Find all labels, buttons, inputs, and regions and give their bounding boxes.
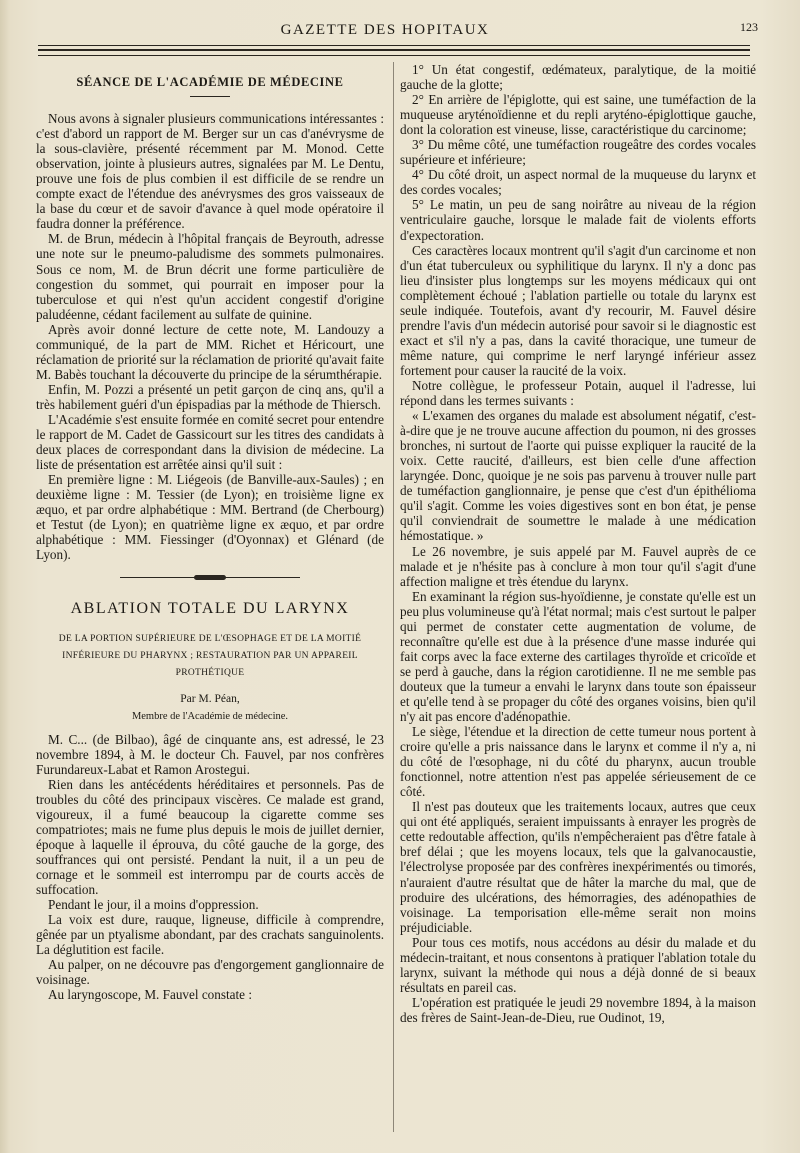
paragraph: Au laryngoscope, M. Fauvel constate : (48, 987, 252, 1003)
journal-title: GAZETTE DES HOPITAUX (280, 22, 490, 38)
paragraph: 3° Du même côté, une tuméfaction rougeâtre des cordes vocales supérieure et inférieure; (400, 137, 756, 168)
paragraph: 1° Un état congestif, œdémateux, paralytique, de la moitié gauche de la glotte; (400, 62, 756, 93)
paragraph: 5° Le matin, un peu de sang noirâtre au niveau de la région ventriculaire gauche, lorsque le malade fait de violents efforts d'expectoration. (400, 197, 756, 243)
paragraph: La voix est dure, rauque, ligneuse, difficile à comprendre, gênée par un ptyalisme abondant, par des crachats sanguinolents. La déglutition est facile. (36, 912, 384, 958)
header-double-rule (38, 49, 750, 51)
article-author: Par M. Péan, (180, 692, 240, 705)
paragraph: Le 26 novembre, je suis appelé par M. Fauvel auprès de ce malade et je n'hésite pas à conclure à mon tour qu'il s'agit d'une affection maligne et très étendue du larynx. (400, 543, 756, 589)
right-column (400, 62, 756, 1025)
section-divider (190, 96, 230, 97)
paragraph: Ces caractères locaux montrent qu'il s'agit d'un carcinome et non d'un état tuberculeux ou syphilitique du larynx. Il n'y a donc pas lieu d'insister plus longtemps sur les moyens médicaux qui ont complètement échoué ; l'ablation partielle ou totale du larynx est seule indiquée. Toutefois, avant d'y recourir, M. Fauvel désire prendre l'avis d'un médecin autorisé pour savoir si le diagnostic est exact et s'il n'y a pas, dans la cavité thoracique, une tumeur de même nature, qui comprime le nerf laryngé inférieur assez fortement pour causer la raucité de la voix. (400, 242, 756, 378)
header-rule-lower (38, 55, 750, 56)
paragraph: Notre collègue, le professeur Potain, auquel il l'adresse, lui répond dans les termes suivants : (400, 377, 756, 409)
ornamental-divider (120, 576, 300, 579)
left-column (36, 62, 384, 1002)
paragraph: « L'examen des organes du malade est absolument négatif, c'est-à-dire que je ne trouve aucune affection du poumon, ni des grosses bronches, ni surtout de l'aorte qui puisse expliquer la raucité de la voix. Cette raucité, d'ailleurs, est bien celle d'une affection laryngée. Donc, quoique je ne sois pas parvenu à trouver nulle part de tuméfaction ganglionnaire, je pense que c'est d'un épithélioma qu'il s'agit. Comme les voies digestives sont en bon état, je pense qu'il conviendrait de soumettre le malade à une médication hémostatique. » (400, 408, 756, 544)
section-heading: SÉANCE DE L'ACADÉMIE DE MÉDECINE (76, 75, 344, 89)
column-divider (393, 62, 394, 1132)
paragraph: L'opération est pratiquée le jeudi 29 novembre 1894, à la maison des frères de Saint-Jean-de-Dieu, rue Oudinot, 19, (400, 994, 756, 1025)
paragraph: Le siège, l'étendue et la direction de cette tumeur nous portent à croire qu'elle a pris naissance dans le larynx et comme il n'y a, ni du côté de l'œsophage, ni du côté du pharynx, aucun trouble fonctionnel, notre attention n'est pas appelée sérieusement de ce côté. (400, 724, 756, 800)
paragraph: Il n'est pas douteux que les traitements locaux, autres que ceux qui ont été appliqués, seraient impuissants à enrayer les progrès de cette redoutable affection, qu'ils n'empêcheraient pas d'être fatale à bref délai ; que les moyens locaux, tels que la galvanocaustie, l'électrolyse proposée par des confrères inexpérimentés ou timorés, n'auraient d'autre résultat que de hâter la marche du mal, que de produire des ulcérations, des hémorragies, des adénopathies de voisinage. La temporisation elle-même serait non moins préjudiciable. (400, 799, 756, 935)
page-number: 123 (740, 20, 758, 34)
paragraph: M. de Brun, médecin à l'hôpital français de Beyrouth, adresse une note sur le pneumo-paludisme des sommets pulmonaires. Sous ce nom, M. de Brun décrit une forme particulière de congestion du sommet, qui pourrait en imposer pour la tuberculose et qui n'est qu'un accident congestif d'origine paludéenne, cédant facilement au sulfate de quinine. (36, 231, 384, 322)
paragraph: Nous avons à signaler plusieurs communications intéressantes : c'est d'abord un rapport de M. Berger sur un cas d'anévrysme de la sous-clavière, présenté récemment par M. Monod. Cette observation, jointe à plusieurs autres, signalées par M. Le Dentu, prouve une fois de plus combien il est difficile de se rendre un compte exact de l'étendue des anévrysmes des gros vaisseaux de la base du cœur et de savoir d'avance à quel mode opératoire il faudra donner la préférence. (36, 111, 384, 232)
article-title: ABLATION TOTALE DU LARYNX (70, 600, 350, 618)
header-rule (38, 45, 750, 46)
paragraph: Après avoir donné lecture de cette note, M. Landouzy a communiqué, de la part de MM. Richet et Héricourt, une réclamation de priorité sur la réclamation de priorité qu'avait faite M. Babès touchant la découverte du principe de la sérumthérapie. (36, 321, 384, 382)
paragraph: L'Académie s'est ensuite formée en comité secret pour entendre le rapport de M. Cadet de Gassicourt sur les titres des candidats à deux places de correspondant dans la division de médecine. La liste de présentation est arrêtée ainsi qu'il suit : (36, 411, 384, 473)
paragraph: Pendant le jour, il a moins d'oppression. (48, 897, 259, 913)
paragraph: Pour tous ces motifs, nous accédons au désir du malade et du médecin-traitant, et nous consentons à pratiquer l'ablation totale du larynx, suivant la méthode qui nous a déjà donné de si beaux résultats en pareil cas. (400, 934, 756, 995)
paragraph: 4° Du côté droit, un aspect normal de la muqueuse du larynx et des cordes vocales; (400, 167, 756, 198)
article-subtitle: DE LA PORTION SUPÉRIEURE DE L'ŒSOPHAGE ET DE LA MOITIÉ INFÉRIEURE DU PHARYNX ; RESTAURATION PAR UN APPAREIL PROTHÉTIQUE (58, 633, 362, 678)
paragraph: Enfin, M. Pozzi a présenté un petit garçon de cinq ans, qu'il a très habilement guéri d'un épispadias par la méthode de Thiersch. (36, 381, 384, 412)
author-affiliation: Membre de l'Académie de médecine. (131, 710, 289, 722)
paragraph: Au palper, on ne découvre pas d'engorgement ganglionnaire de voisinage. (36, 957, 384, 988)
paragraph: En première ligne : M. Liégeois (de Banville-aux-Saules) ; en deuxième ligne : M. Tessier (de Lyon); en troisième ligne ex æquo, et par ordre alphabétique : MM. Bertrand (de Cherbourg) et Testut (de Lyon); en quatrième ligne ex æquo, et par ordre alphabétique : MM. Fiessinger (d'Oyonnax) et Glénard (de Lyon). (36, 472, 384, 563)
paragraph: Rien dans les antécédents héréditaires et personnels. Pas de troubles du côté des principaux viscères. Ce malade est grand, vigoureux, il a fumé beaucoup la cigarette comme ses compatriotes; mais ne fume plus depuis le mois de juillet dernier, époque à laquelle il éprouva, du côté gauche de la gorge, des souffrances qui ont persisté. Pendant la nuit, il a un peu de cornage et le sommeil est interrompu par de courts accès de suffocation. (36, 776, 384, 898)
paragraph: En examinant la région sus-hyoïdienne, je constate qu'elle est un peu plus volumineuse qu'à l'état normal; mais c'est surtout le palper qui permet de constater cette augmentation de volume, de reconnaître qu'elle est due à la présence d'une masse indurée qui fait corps avec la face externe des cartilages thyroïde et cricoïde et se perd à gauche, dans la région carotidienne. Il ne me semble pas douteux que la tumeur a envahi le larynx dans toute son épaisseur et qu'elle tend à se propager du côté des organes voisins, bien qu'il n'y ait pas encore d'adénopathie. (400, 588, 756, 725)
page-header (0, 20, 800, 42)
paragraph: 2° En arrière de l'épiglotte, qui est saine, une tuméfaction de la muqueuse aryténoïdienne et du repli aryténo-épiglottique gauche, dont la coloration est vineuse, lisse, caractéristique du carcinome; (400, 92, 756, 138)
paragraph: M. C... (de Bilbao), âgé de cinquante ans, est adressé, le 23 novembre 1894, à M. le docteur Ch. Fauvel, par nos confrères Furundareux-Labat et Ramon Arostegui. (36, 731, 384, 777)
